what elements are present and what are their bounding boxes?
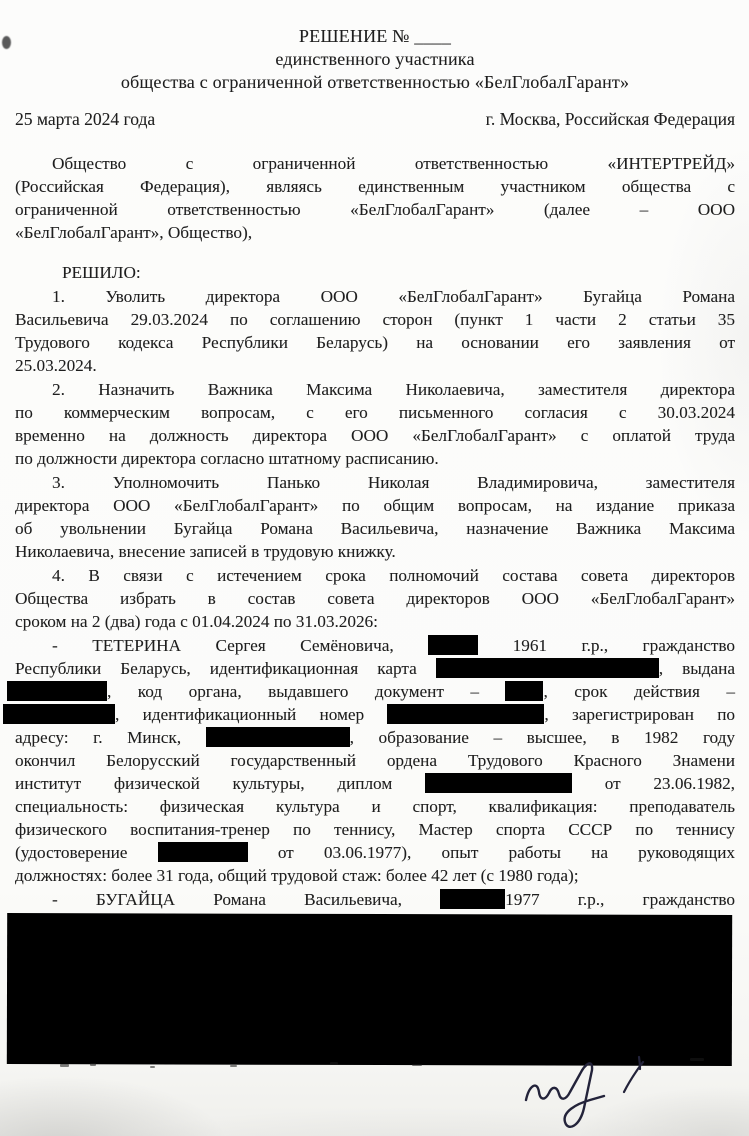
text-line: об увольнении Бугайца Романа Васильевича, назначение Важника Максима — [15, 519, 735, 538]
scan-mark — [150, 1066, 155, 1068]
scan-ink-blot — [2, 36, 11, 49]
text-line: 25.03.2024. — [15, 356, 97, 375]
signature-stroke-flourish — [624, 1057, 643, 1092]
text-line: (Российская Федерация), являясь единственным участником общества с — [15, 177, 735, 196]
text-line: Васильевича 29.03.2024 по соглашению сторон (пункт 1 части 2 статьи 35 — [15, 310, 735, 329]
dateline-date: 25 марта 2024 года — [15, 109, 156, 129]
scan-mark — [90, 1063, 96, 1066]
text-line: , код органа, выдавшего документ – , срок действия – — [15, 680, 735, 703]
text-line: специальность: физическая культура и спорт, квалификация: преподаватель — [15, 797, 735, 816]
redaction-box — [158, 842, 248, 862]
text-line: ограниченной ответственностью «БелГлобалГарант» (далее – ООО — [15, 200, 735, 219]
doc-title-line1: РЕШЕНИЕ № ____ — [298, 26, 452, 46]
text-line: Трудового кодекса Республики Беларусь) на основании его заявления от — [15, 333, 735, 352]
redaction-box — [3, 704, 115, 724]
scan-mark — [412, 1064, 422, 1066]
redaction-box — [206, 727, 350, 747]
text-line: окончил Белорусский государственный ордена Трудового Красного Знамени — [15, 751, 735, 770]
text-line: адресу: г. Минск, , образование – высшее, в 1982 году — [15, 728, 735, 747]
text-line: 4. В связи с истечением срока полномочий состава совета директоров — [52, 566, 735, 585]
document-body — [15, 152, 735, 911]
redaction-box — [428, 635, 478, 655]
text-line: директора ООО «БелГлобалГарант» по общим вопросам, на издание приказа — [15, 496, 735, 515]
doc-title-line3: общества с ограниченной ответственностью «БелГлобалГарант» — [120, 72, 630, 92]
text-line: «БелГлобалГарант», Общество), — [15, 223, 253, 242]
redaction-box — [440, 889, 505, 909]
text-line: сроком на 2 (два) года с 01.04.2024 по 31.03.2026: — [15, 612, 378, 631]
text-line: по коммерческим вопросам, с его письменного согласия с 30.03.2024 — [15, 403, 735, 422]
text-line: РЕШИЛО: — [62, 263, 141, 282]
text-line: должностях: более 31 года, общий трудовой стаж: более 42 лет (с 1980 года); — [15, 866, 579, 885]
text-line: физического воспитания-тренер по теннису, Мастер спорта СССР по теннису — [15, 820, 735, 839]
text-line: Общество с ограниченной ответственностью «ИНТЕРТРЕЙД» — [52, 154, 735, 173]
text-line: Николаевича, внесение записей в трудовую книжку. — [15, 542, 396, 561]
redaction-box — [425, 773, 572, 793]
text-line: институт физической культуры, диплом от 23.06.1982, — [15, 774, 735, 793]
dateline — [15, 108, 735, 131]
redaction-box — [436, 658, 659, 678]
text-line: 1. Уволить директора ООО «БелГлобалГарант» Бугайца Романа — [52, 287, 735, 306]
redaction-box — [387, 704, 544, 724]
scan-mark — [330, 1062, 338, 1065]
text-line: временно на должность директора ООО «БелГлобалГарант» с оплатой труда — [15, 426, 735, 445]
scan-mark — [230, 1065, 237, 1067]
redaction-block-large — [7, 913, 732, 1066]
text-line: 2. Назначить Важника Максима Николаевича, заместителя директора — [52, 380, 735, 399]
scan-mark — [60, 1064, 69, 1067]
redaction-box — [7, 681, 107, 701]
text-line: по должности директора согласно штатному расписанию. — [15, 449, 439, 468]
text-line: Общества избрать в состав совета директоров ООО «БелГлобалГарант» — [15, 589, 735, 608]
text-line: Республики Беларусь, идентификационная карта , выдана — [15, 659, 735, 678]
text-line: , идентификационный номер , зарегистрирован по — [15, 703, 735, 726]
text-line: - ТЕТЕРИНА Сергея Семёновича, 1961 г.р., гражданство — [52, 636, 735, 655]
signature-stroke-main — [526, 1063, 604, 1126]
text-line: 3. Уполномочить Панько Николая Владимировича, заместителя — [52, 473, 735, 492]
document-content — [15, 0, 735, 1065]
text-line: - БУГАЙЦА Романа Васильевича, 1977 г.р., гражданство — [52, 890, 736, 909]
doc-title-line2: единственного участника — [275, 49, 475, 69]
scan-mark — [690, 1058, 704, 1061]
signature — [500, 1050, 690, 1136]
dateline-place: г. Москва, Российская Федерация — [485, 109, 735, 129]
text-line: (удостоверение от 03.06.1977), опыт работы на руководящих — [15, 843, 735, 862]
redaction-box — [505, 681, 543, 701]
document-title-block — [15, 25, 735, 94]
